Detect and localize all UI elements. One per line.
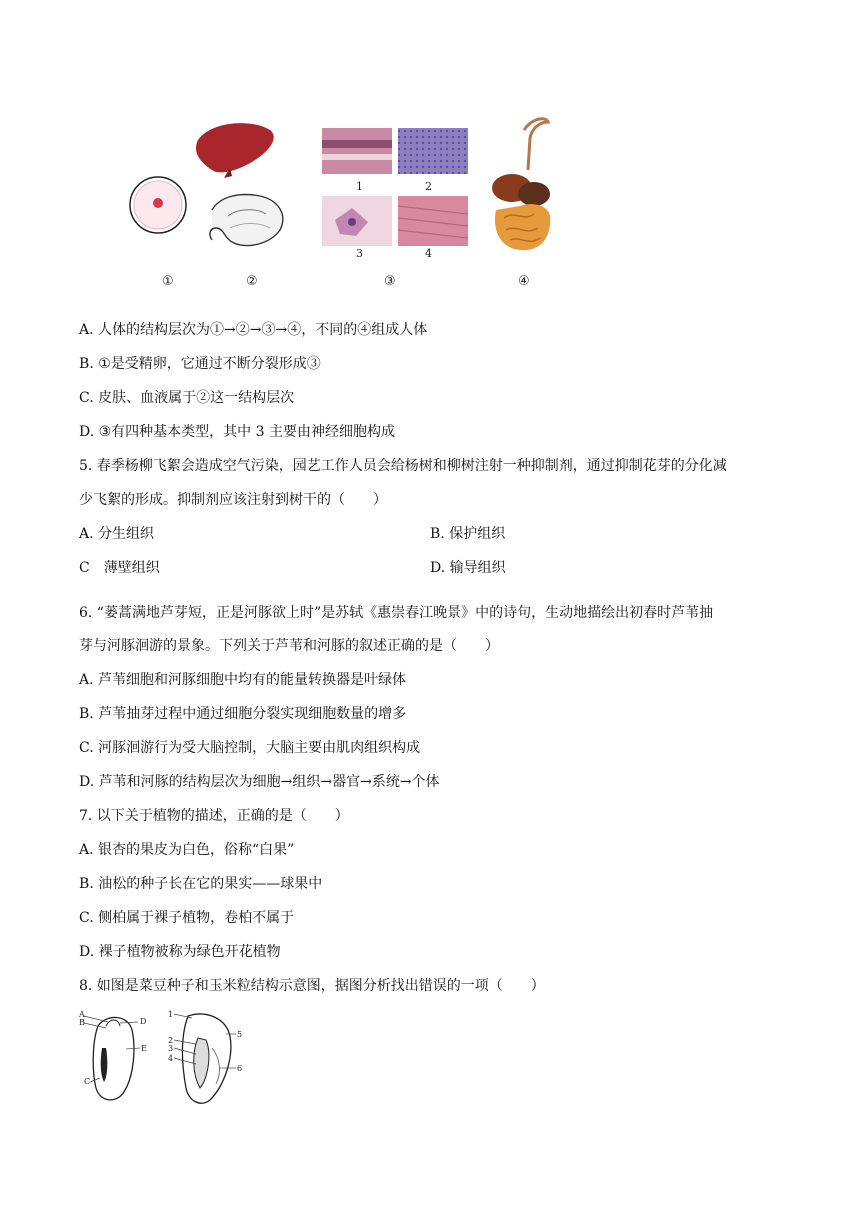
q4-option-b: B. ①是受精卵，它通过不断分裂形成③ — [79, 356, 321, 372]
q7-option-d: D. 裸子植物被称为绿色开花植物 — [79, 944, 281, 960]
q6-stem-line1: 6. “蒌蒿满地芦芽短，正是河豚欲上时”是苏轼《惠崇春江晚景》中的诗句，生动地描绘出初春时芦苇抽 — [79, 605, 714, 621]
figure-body-structure — [120, 110, 560, 295]
q7-option-a: A. 银杏的果皮为白色，俗称“白果” — [79, 842, 295, 858]
q7-option-b: B. 油松的种子长在它的果实——球果中 — [79, 876, 323, 892]
q8-stem: 8. 如图是菜豆种子和玉米粒结构示意图，据图分析找出错误的一项（ ） — [79, 978, 545, 994]
bean-label-b: B — [79, 1018, 85, 1027]
q6-stem-line2: 芽与河豚洄游的景象。下列关于芦苇和河豚的叙述正确的是（ ） — [79, 638, 499, 654]
figure-label-2: ② — [246, 274, 258, 289]
liver-image — [196, 123, 274, 178]
q5-stem-line1: 5. 春季杨柳飞絮会造成空气污染，园艺工作人员会给杨树和柳树注射一种抑制剂，通过抑制花芽的分化减 — [79, 458, 727, 474]
figure-label-3: ③ — [384, 274, 396, 289]
q5-option-b: B. 保护组织 — [430, 526, 506, 542]
figure-seed-structure — [76, 1008, 246, 1108]
figure-label-1: ① — [162, 274, 174, 289]
q6-option-c: C. 河豚洄游行为受大脑控制，大脑主要由肌肉组织构成 — [79, 740, 421, 756]
tissue-number-3: 3 — [356, 247, 363, 260]
q4-option-c: C. 皮肤、血液属于②这一结构层次 — [79, 390, 295, 406]
corn-label-3: 3 — [168, 1044, 174, 1053]
q4-option-d: D. ③有四种基本类型，其中 3 主要由神经细胞构成 — [79, 424, 395, 440]
q7-stem: 7. 以下关于植物的描述，正确的是（ ） — [79, 808, 349, 824]
tissue-number-1: 1 — [356, 180, 363, 193]
corn-kernel-drawing — [174, 1014, 236, 1103]
tissue-number-2: 2 — [425, 180, 432, 193]
stomach-drawing — [210, 195, 283, 246]
q4-option-a: A. 人体的结构层次为①→②→③→④，不同的④组成人体 — [79, 322, 428, 338]
q5-stem-line2: 少飞絮的形成。抑制剂应该注射到树干的（ ） — [79, 492, 387, 508]
corn-label-1: 1 — [168, 1010, 174, 1019]
bean-label-d: D — [140, 1017, 147, 1026]
q7-option-c: C. 侧柏属于裸子植物，卷柏不属于 — [79, 910, 295, 926]
fertilized-egg-image — [130, 177, 186, 233]
bean-label-a: A — [79, 1010, 85, 1019]
q5-option-c: C 薄壁组织 — [79, 560, 160, 576]
corn-label-2: 2 — [168, 1036, 174, 1045]
tissue-number-4: 4 — [425, 247, 432, 260]
tissue-images — [322, 128, 468, 246]
q5-option-a: A. 分生组织 — [79, 526, 155, 542]
digestive-system-image — [492, 119, 550, 250]
corn-label-4: 4 — [168, 1054, 174, 1063]
q6-option-a: A. 芦苇细胞和河豚细胞中均有的能量转换器是叶绿体 — [79, 672, 407, 688]
q6-option-b: B. 芦苇抽芽过程中通过细胞分裂实现细胞数量的增多 — [79, 706, 407, 722]
q6-option-d: D. 芦苇和河豚的结构层次为细胞→组织→器官→系统→个体 — [79, 774, 440, 790]
corn-label-6: 6 — [237, 1064, 243, 1073]
figure-label-4: ④ — [518, 274, 530, 289]
bean-seed-drawing — [84, 1016, 140, 1100]
q5-option-d: D. 输导组织 — [430, 560, 506, 576]
bean-label-e: E — [141, 1044, 147, 1053]
corn-label-5: 5 — [237, 1030, 243, 1039]
bean-label-c: C — [84, 1077, 91, 1086]
